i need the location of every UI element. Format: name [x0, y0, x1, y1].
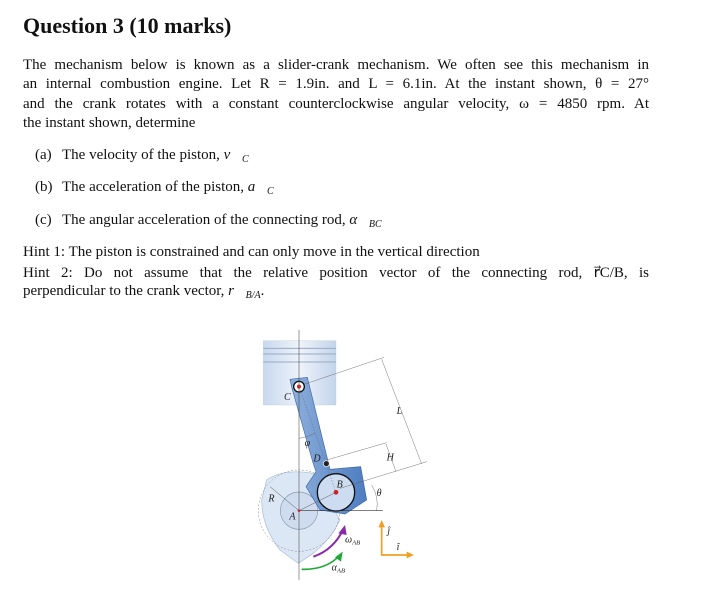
label-d: D [313, 453, 321, 465]
center-of-mass-d [323, 461, 329, 467]
item-symbol: α⃗ [349, 212, 369, 228]
label-r: R [268, 493, 275, 505]
label-alpha: $\alpha_{AB}$ [331, 562, 346, 575]
hint-text: perpendicular to the crank vector, [23, 283, 229, 299]
axes-icon [382, 524, 410, 555]
question-title: Question 3 (10 marks) [23, 13, 232, 38]
question-item-b [35, 179, 274, 197]
question-item-a [35, 147, 249, 165]
label-omega: $\omega_{AB}$ [345, 534, 361, 547]
hint-2-line-1: Hint 2: Do not assume that the relative position vector of the connecting rod, r⃗C/B, is [23, 265, 649, 281]
item-text: The acceleration of the piston, [62, 179, 248, 195]
item-text: The velocity of the piston, [62, 147, 224, 163]
label-i: î [396, 542, 400, 553]
label-b: B [336, 479, 343, 491]
label-j: ĵ [387, 525, 391, 537]
question-item-c [35, 212, 382, 230]
item-text: The angular acceleration of the connecting rod, [62, 212, 350, 228]
hint-symbol: r⃗ [228, 283, 246, 299]
item-label: (c) [35, 212, 52, 228]
label-l: L [396, 406, 403, 417]
hint-subscript: B/A [245, 290, 261, 301]
slider-crank-figure [230, 320, 450, 590]
label-phi: φ [304, 438, 311, 449]
intro-line: the instant shown, determine [23, 115, 196, 131]
intro-line: an internal combustion engine. Let R = 1.9in. and L = 6.1in. At the instant shown, θ = 27° [23, 76, 649, 92]
item-label: (a) [35, 147, 52, 163]
hint-end: . [260, 283, 265, 299]
item-symbol: v⃗ [223, 147, 242, 163]
hint-1: Hint 1: The piston is constrained and can only move in the vertical direction [23, 244, 480, 260]
label-a: A [289, 511, 296, 523]
item-subscript: C [241, 154, 249, 165]
label-h: H [386, 452, 394, 464]
item-subscript: BC [368, 219, 382, 230]
hint-2-line-2 [23, 283, 649, 301]
label-c: C [284, 392, 291, 403]
item-subscript: C [266, 186, 274, 197]
intro-line: The mechanism below is known as a slider-crank mechanism. We often see this mechanism in [23, 57, 649, 73]
item-label: (b) [35, 179, 53, 195]
item-symbol: a⃗ [247, 179, 267, 195]
label-theta: θ [376, 488, 382, 499]
intro-line: and the crank rotates with a constant counterclockwise angular velocity, ω = 4850 rpm. At [23, 96, 649, 112]
